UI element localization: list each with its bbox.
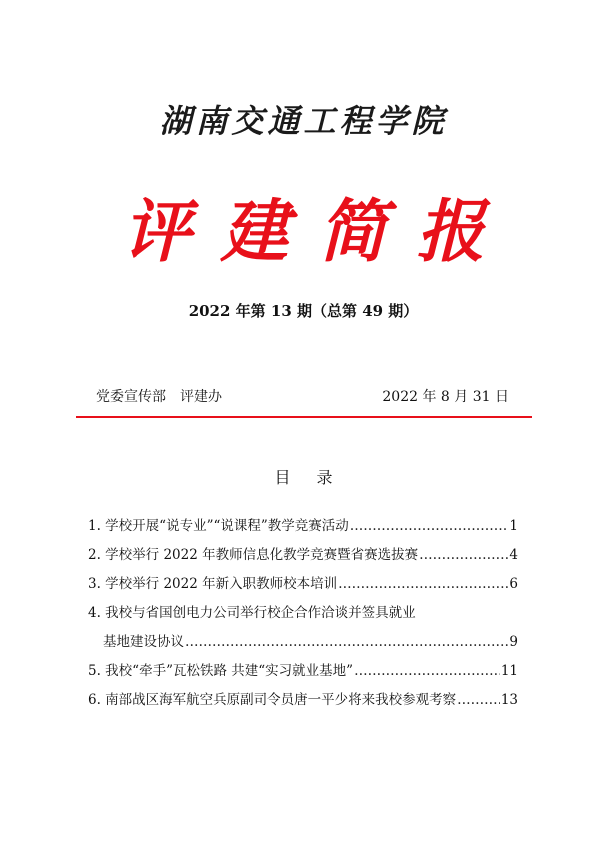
toc-item-4-continuation[interactable]: [88, 630, 518, 659]
toc-item-title: 2. 学校举行 2022 年教师信息化教学竞赛暨省赛选拔赛: [88, 547, 419, 563]
toc-item-page: 6: [509, 576, 518, 592]
toc-item-page: 11: [500, 663, 518, 679]
toc-item-2[interactable]: [88, 543, 518, 572]
toc-item-title: 5. 我校“牵手”瓦松铁路 共建“实习就业基地”: [88, 663, 354, 679]
toc-leader-dots: [350, 518, 509, 534]
toc-item-6[interactable]: [88, 688, 518, 717]
toc-item-title: 4. 我校与省国创电力公司举行校企合作洽谈并签具就业: [88, 605, 416, 621]
toc-item-1[interactable]: [88, 514, 518, 543]
toc-leader-dots: [185, 634, 508, 650]
toc-leader-dots: [354, 663, 500, 679]
toc-item-4[interactable]: [88, 601, 518, 630]
toc-leader-dots: [457, 692, 500, 708]
toc-item-title: 3. 学校举行 2022 年新入职教师校本培训: [88, 576, 338, 592]
toc-item-page: 9: [509, 634, 518, 650]
table-of-contents: [88, 514, 518, 717]
toc-item-title: 1. 学校开展“说专业”“说课程”教学竞赛活动: [88, 518, 349, 534]
toc-heading: 目录: [274, 468, 359, 487]
toc-item-page: 1: [509, 518, 518, 534]
toc-item-page: 4: [509, 547, 518, 563]
toc-item-title-continuation: 基地建设协议: [103, 634, 184, 650]
school-name: 湖南交通工程学院: [159, 102, 448, 140]
issue-number: 2022 年第 13 期（总第 49 期）: [188, 302, 419, 320]
toc-leader-dots: [338, 576, 508, 592]
red-divider: [76, 416, 532, 418]
department: 党委宣传部 评建办: [96, 389, 222, 405]
toc-leader-dots: [419, 547, 508, 563]
toc-item-page: 13: [500, 692, 518, 708]
toc-item-title: 6. 南部战区海军航空兵原副司令员唐一平少将来我校参观考察: [88, 692, 457, 708]
toc-item-5[interactable]: [88, 659, 518, 688]
toc-item-3[interactable]: [88, 572, 518, 601]
publish-date: 2022 年 8 月 31 日: [382, 389, 509, 405]
bulletin-title: 评建简报: [122, 192, 515, 272]
